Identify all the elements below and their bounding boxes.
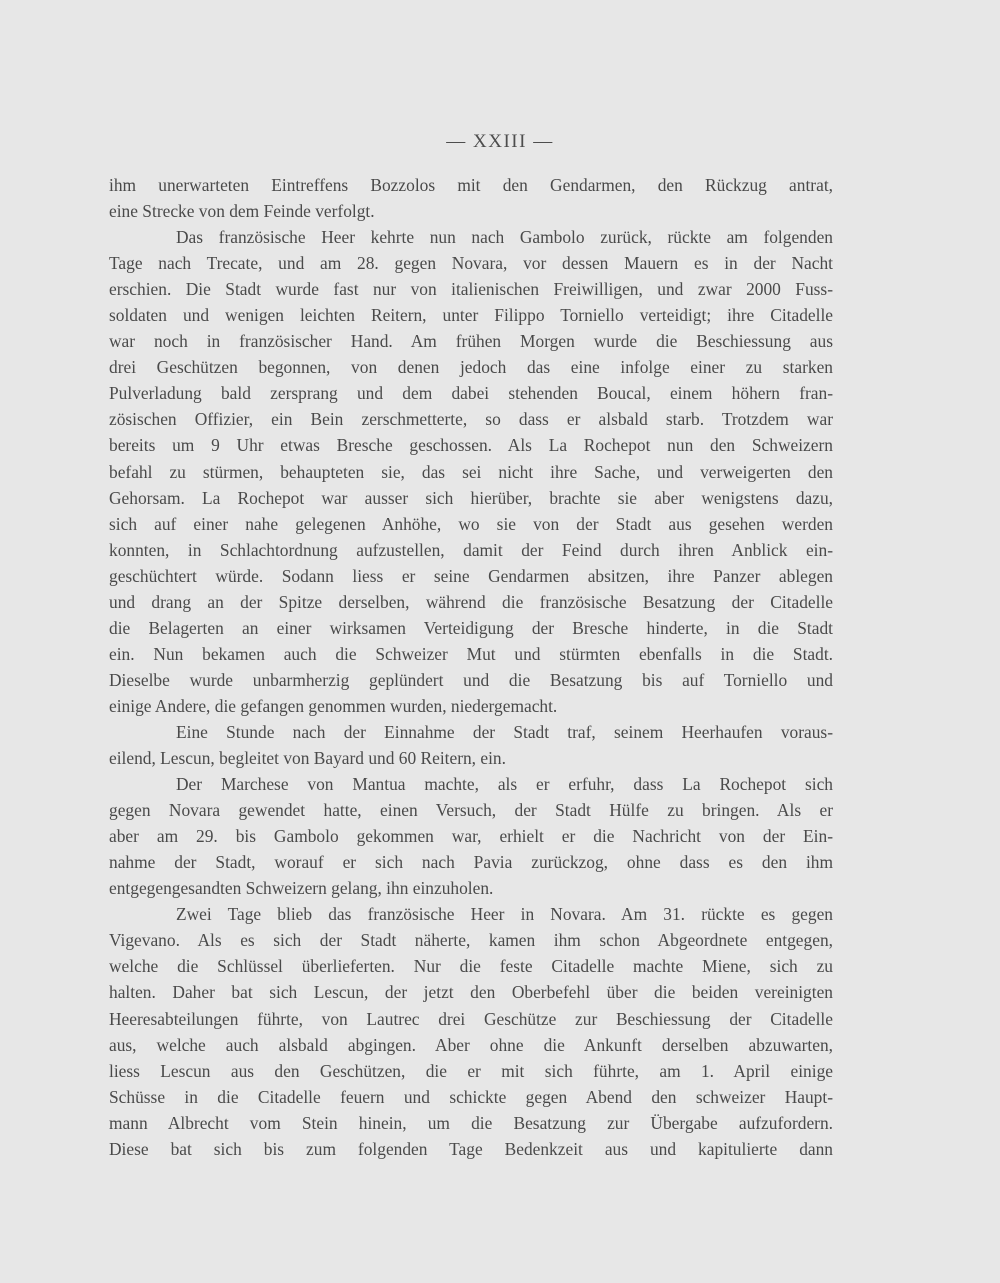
text-line: aus, welche auch alsbald abgingen. Aber ohne die Ankunft derselben abzuwarten, xyxy=(109,1034,833,1055)
text-line: eine Strecke von dem Feinde verfolgt. xyxy=(109,201,375,222)
text-line: Heeresabteilungen führte, von Lautrec drei Geschütze zur Beschiessung der Citadelle xyxy=(109,1008,833,1029)
text-line: entgegengesandten Schweizern gelang, ihn einzuholen. xyxy=(109,878,494,899)
text-line: ein. Nun bekamen auch die Schweizer Mut und stürmten ebenfalls in die Stadt. xyxy=(109,643,833,664)
text-line: drei Geschützen begonnen, von denen jedoch das eine infolge einer zu starken xyxy=(109,357,833,378)
text-line: einige Andere, die gefangen genommen wurden, niedergemacht. xyxy=(109,695,558,716)
text-line: eilend, Lescun, begleitet von Bayard und 60 Reitern, ein. xyxy=(109,748,506,769)
text-line: soldaten und wenigen leichten Reitern, unter Filippo Torniello verteidigt; ihre Citadelle xyxy=(109,305,833,326)
text-line: Dieselbe wurde unbarmherzig geplündert und die Besatzung bis auf Torniello und xyxy=(109,669,833,690)
text-line: welche die Schlüssel überlieferten. Nur die feste Citadelle machte Miene, sich zu xyxy=(109,956,833,977)
text-line: erschien. Die Stadt wurde fast nur von italienischen Freiwilligen, und zwar 2000 Fuss- xyxy=(109,279,833,300)
text-line: Der Marchese von Mantua machte, als er erfuhr, dass La Rochepot sich xyxy=(176,774,833,795)
text-line: Zwei Tage blieb das französische Heer in Novara. Am 31. rückte es gegen xyxy=(176,904,833,925)
text-line: geschüchtert würde. Sodann liess er seine Gendarmen absitzen, ihre Panzer ablegen xyxy=(109,565,833,586)
text-line: Das französische Heer kehrte nun nach Gambolo zurück, rückte am folgenden xyxy=(176,227,833,248)
text-line: bereits um 9 Uhr etwas Bresche geschossen. Als La Rochepot nun den Schweizern xyxy=(109,435,833,456)
text-line: gegen Novara gewendet hatte, einen Versuch, der Stadt Hülfe zu bringen. Als er xyxy=(109,800,833,821)
text-line: aber am 29. bis Gambolo gekommen war, erhielt er die Nachricht von der Ein- xyxy=(109,826,833,847)
text-line: Schüsse in die Citadelle feuern und schickte gegen Abend den schweizer Haupt- xyxy=(109,1086,833,1107)
page-number: — XXIII — xyxy=(446,131,554,152)
text-line: Gehorsam. La Rochepot war ausser sich hierüber, brachte sie aber wenigstens dazu, xyxy=(109,487,833,508)
text-line: Tage nach Trecate, und am 28. gegen Novara, vor dessen Mauern es in der Nacht xyxy=(109,253,833,274)
text-line: die Belagerten an einer wirksamen Verteidigung der Bresche hinderte, in die Stadt xyxy=(109,617,833,638)
text-line: und drang an der Spitze derselben, während die französische Besatzung der Citadelle xyxy=(109,591,833,612)
text-line: zösischen Offizier, ein Bein zerschmetterte, so dass er alsbald starb. Trotzdem war xyxy=(109,409,833,430)
text-line: konnten, in Schlachtordnung aufzustellen, damit der Feind durch ihren Anblick ein- xyxy=(109,539,833,560)
text-line: Vigevano. Als es sich der Stadt näherte, kamen ihm schon Abgeordnete entgegen, xyxy=(109,930,833,951)
text-line: sich auf einer nahe gelegenen Anhöhe, wo sie von der Stadt aus gesehen werden xyxy=(109,513,833,534)
text-line: halten. Daher bat sich Lescun, der jetzt den Oberbefehl über die beiden vereinigten xyxy=(109,982,833,1003)
text-line: Diese bat sich bis zum folgenden Tage Bedenkzeit aus und kapitulierte dann xyxy=(109,1138,833,1159)
text-line: ihm unerwarteten Eintreffens Bozzolos mit den Gendarmen, den Rückzug antrat, xyxy=(109,175,833,195)
text-line: Eine Stunde nach der Einnahme der Stadt traf, seinem Heerhaufen voraus- xyxy=(176,721,833,742)
text-line: befahl zu stürmen, behaupteten sie, das sei nicht ihre Sache, und verweigerten den xyxy=(109,461,833,482)
text-line: Pulverladung bald zersprang und dem dabei stehenden Boucal, einem höhern fran- xyxy=(109,383,833,404)
text-line: war noch in französischer Hand. Am frühen Morgen wurde die Beschiessung aus xyxy=(109,331,833,352)
text-line: nahme der Stadt, worauf er sich nach Pavia zurückzog, ohne dass es den ihm xyxy=(109,852,833,873)
body-text xyxy=(109,172,833,1162)
text-line: liess Lescun aus den Geschützen, die er mit sich führte, am 1. April einige xyxy=(109,1060,833,1081)
text-line: mann Albrecht vom Stein hinein, um die Besatzung zur Übergabe aufzufordern. xyxy=(109,1112,833,1133)
